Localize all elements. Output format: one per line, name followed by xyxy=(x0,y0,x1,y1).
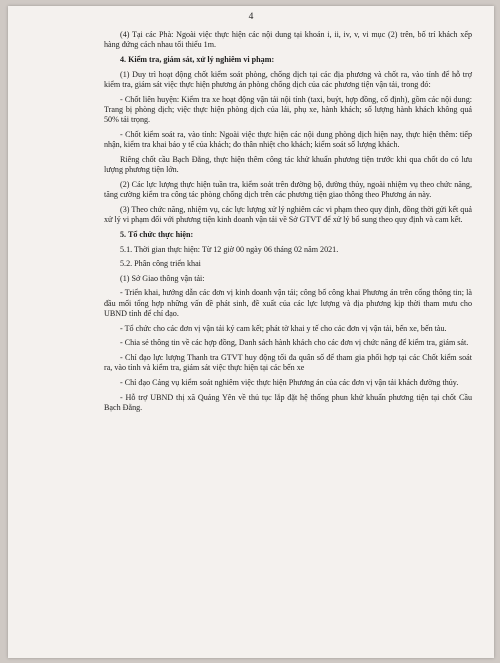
section-heading: 4. Kiểm tra, giám sát, xử lý nghiêm vi phạm: xyxy=(120,55,275,64)
paragraph: (3) Theo chức năng, nhiệm vụ, các lực lượng xử lý nghiêm các vi phạm theo quy định, đồng thời gửi kết quả xử lý vi phạm đối với phương tiện kinh doanh vận tải về Sở GTVT để xử lý bổ sung theo quy định và cam kết. xyxy=(104,205,472,225)
document-page xyxy=(8,6,494,658)
section-heading: 5. Tổ chức thực hiện: xyxy=(120,230,194,239)
paragraph: (4) Tại các Phà: Ngoài việc thực hiện các nội dung tại khoản i, ii, iv, v, vi mục (2) trên, bố trí khách xếp hàng đứng cách nhau tối thiểu 1m. xyxy=(104,30,472,50)
paragraph: - Hỗ trợ UBND thị xã Quảng Yên về thủ tục lắp đặt hệ thống phun khử khuẩn phương tiện tại chốt Cầu Bạch Đằng. xyxy=(104,392,472,412)
paragraph: (2) Các lực lượng thực hiện tuần tra, kiểm soát trên đường bộ, đường thủy, ngoài nhiệm vụ theo chức năng, tăng cường kiểm tra công tác phòng chống dịch trên các phương tiện giao thông theo Phương án này. xyxy=(104,180,472,200)
paragraph: (1) Duy trì hoạt động chốt kiểm soát phòng, chống dịch tại các địa phương và chốt ra, vào tỉnh để hỗ trợ kiểm tra, giám sát việc thực hiện phương án phòng chống dịch của các phương tiện vận tải, trong đó: xyxy=(104,69,472,89)
paragraph: - Chỉ đạo lực lượng Thanh tra GTVT huy động tối đa quân số để tham gia phối hợp tại các Chốt kiểm soát ra, vào tỉnh và kiểm tra, giám sát việc thực hiện tại các bến xe xyxy=(104,352,472,373)
paragraph: 5.2. Phân công triển khai xyxy=(120,259,201,269)
paragraph: (1) Sở Giao thông vận tải: xyxy=(120,273,205,283)
page-number: 4 xyxy=(248,12,254,22)
paragraph: - Chốt kiểm soát ra, vào tỉnh: Ngoài việc thực hiện các nội dung phòng dịch hiện nay, thực hiện thêm: tiếp nhận, kiểm tra khai báo y tế của khách; đo thân nhiệt cho khách; kiểm soát số lượng khách. xyxy=(104,130,472,150)
paragraph: Riêng chốt cầu Bạch Đằng, thực hiện thêm công tác khử khuẩn phương tiện trước khi qua chốt do có lưu lượng phương tiện lớn. xyxy=(104,155,472,175)
paragraph: - Tổ chức cho các đơn vị vận tải ký cam kết; phát tờ khai y tế cho các đơn vị vận tải, bến xe, bến tàu. xyxy=(120,323,447,333)
paragraph: - Chia sẻ thông tin về các hợp đồng, Danh sách hành khách cho các đơn vị chức năng để kiểm tra, giám sát. xyxy=(120,338,469,348)
document-body xyxy=(104,30,472,418)
paragraph: - Triển khai, hướng dẫn các đơn vị kinh doanh vận tải; công bố công khai Phương án trên cổng thông tin; là đầu mối tổng hợp những vấn đề phát sinh, đề xuất của các lực lượng và địa phương kịp thời tham mưu cho UBND tỉnh để chỉ đạo. xyxy=(104,288,472,319)
paragraph: 5.1. Thời gian thực hiện: Từ 12 giờ 00 ngày 06 tháng 02 năm 2021. xyxy=(120,244,339,254)
paragraph: - Chỉ đạo Cảng vụ kiểm soát nghiêm việc thực hiện Phương án của các đơn vị vận tải khách đường thủy. xyxy=(120,377,459,387)
paragraph: - Chốt liên huyện: Kiểm tra xe hoạt động vận tải nội tỉnh (taxi, buýt, hợp đồng, cố định), gồm các nội dung: Trang bị phòng dịch; việc thực hiện phòng dịch của lái, phụ xe, hành khách; số lượng hành khách không quá 50% tải trọng. xyxy=(104,94,472,125)
